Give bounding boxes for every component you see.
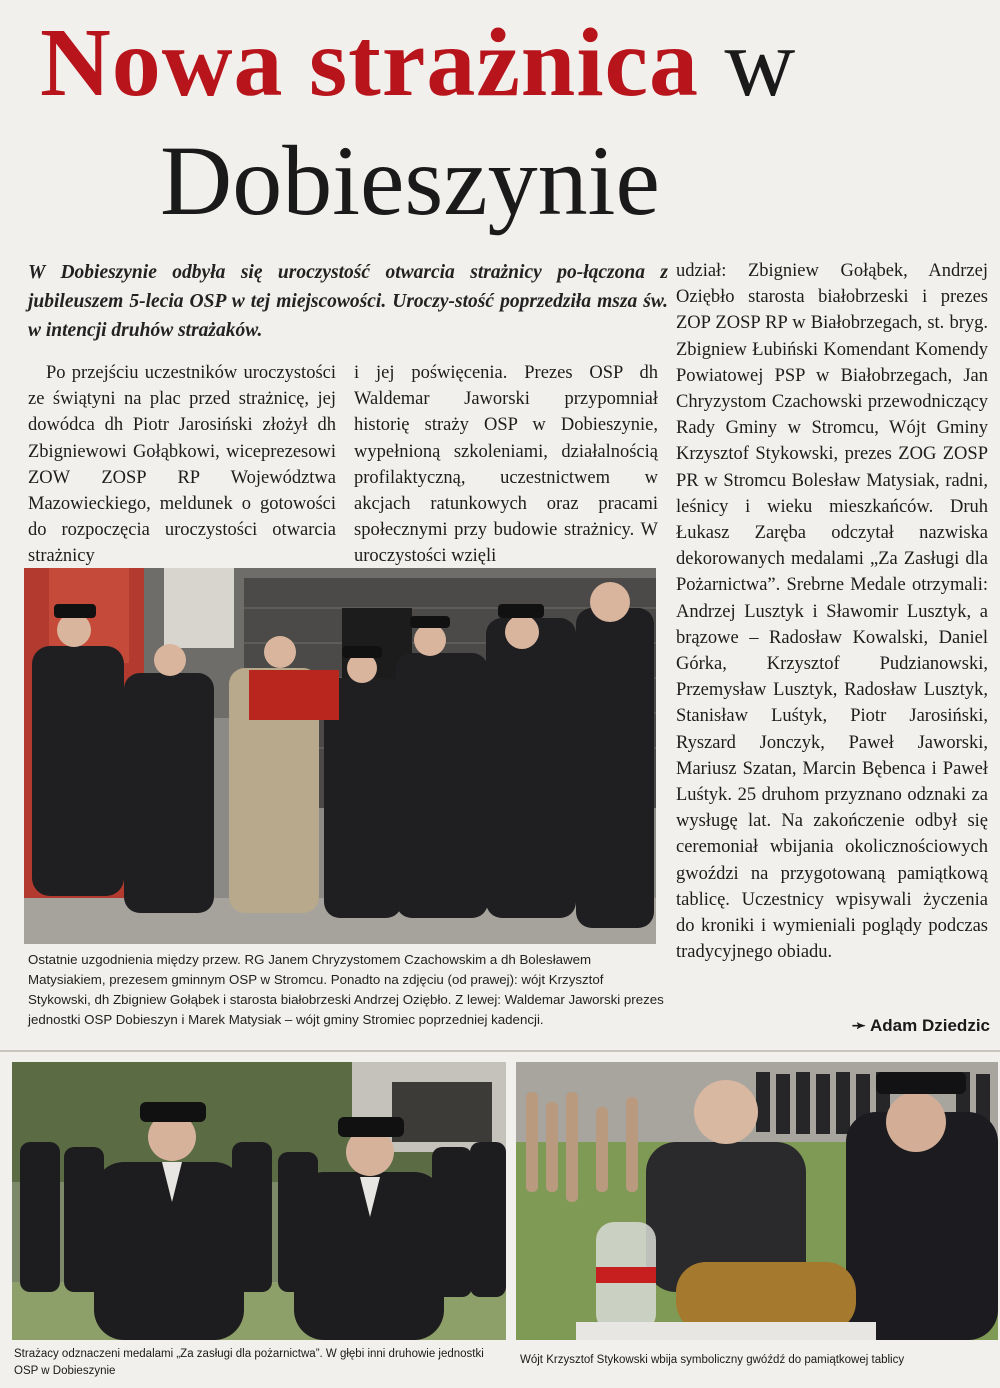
photo-decorated-firefighters xyxy=(12,1062,506,1340)
headline-red-text: Nowa strażnica xyxy=(40,9,700,117)
section-divider xyxy=(0,1050,1000,1052)
main-photo-ceremony xyxy=(24,568,656,944)
article-column-2: i jej poświęcenia. Prezes OSP dh Waldemar Jaworski przypomniał historię straży OSP w Dobieszynie, wypełnioną szkoleniami, działalnością profilaktyczną, uczestnictwem w akcjach ratunkowych oraz pracami społecznymi przy budowie strażnicy. W uroczystości wzięli xyxy=(354,363,658,567)
author-byline: ➛ Adam Dziedzic xyxy=(851,1016,990,1035)
headline-line-2: Dobieszynie xyxy=(160,125,660,236)
main-photo-caption: Ostatnie uzgodnienia między przew. RG Janem Chryzystomem Czachowskim a dh Bolesławem Matysiakiem, prezesem gminnym OSP w Stromcu. Ponadto na zdjęciu (od prawej): wójt Krzysztof Stykowski, dh Zbigniew Gołąbek i starosta białobrzeski Andrzej Oziębło. Z lewej: Waldemar Jaworski prezes jednostki OSP Dobieszyn i Marek Matysiak – wójt gminy Stromiec poprzedniej kadencji. xyxy=(28,952,664,1027)
article-column-1: Po przejściu uczestników uroczystości ze świątyni na plac przed strażnicę, jej dowódca dh Piotr Jarosiński złożył dh Zbigniewowi Gołąbkowi, wiceprezesowi ZOW ZOSP RP Województwa Mazowieckiego, meldunek o gotowości do rozpoczęcia uroczystości otwarcia strażnicy xyxy=(28,363,336,567)
headline-line-1 xyxy=(40,8,980,118)
headline-connector-word: w xyxy=(724,9,797,117)
photo-nail-ceremony xyxy=(516,1062,998,1340)
lead-paragraph: W Dobieszynie odbyła się uroczystość otwarcia strażnicy po-łączona z jubileuszem 5-lecia OSP w tej miejscowości. Uroczy-stość poprzedziła msza św. w intencji druhów strażaków. xyxy=(28,262,668,341)
bottom-right-caption: Wójt Krzysztof Stykowski wbija symboliczny gwóźdź do pamiątkowej tablicy xyxy=(520,1354,905,1366)
article-column-3: udział: Zbigniew Gołąbek, Andrzej Oziębło starosta białobrzeski i prezes ZOP ZOSP RP w Białobrzegach, st. bryg. Zbigniew Łubiński Komendant Komendy Powiatowej PSP w Białobrzegach, Jan Chryzystom Czachowski przewodniczący Rady Gminy w Stromcu, Wójt Gminy Krzysztof Stykowski, prezes ZOG ZOSP PR w Stromcu Bolesław Matysiak, radni, leśnicy i wieku mieszkańców. Druh Łukasz Zaręba odczytał nazwiska dekorowanych medalami „Za Zasługi dla Pożarnictwa”. Srebrne Medale otrzymali: Andrzej Lusztyk i Sławomir Lusztyk, a brązowe – Radosław Kowalski, Daniel Górka, Krzysztof Pudzianowski, Przemysław Lusztyk, Radosław Lusztyk, Stanisław Luśtyk, Piotr Jarosiński, Ryszard Jonczyk, Paweł Jaworski, Mariusz Szatan, Marcin Bębenca i Paweł Luśtyk. 25 druhom przyznano odznaki za wysługę lat. Na zakończenie odbył się ceremoniał wbijania okolicznościowych gwoździ na przygotowaną pamiątkową tablicę. Uczestnicy wpisywali życzenia do kroniki i wymieniali poglądy podczas tradycyjnego obiadu. xyxy=(676,261,988,963)
bottom-left-caption: Strażacy odznaczeni medalami „Za zasługi dla pożarnictwa”. W głębi inni druhowie jednostki OSP w Dobieszynie xyxy=(14,1348,484,1377)
